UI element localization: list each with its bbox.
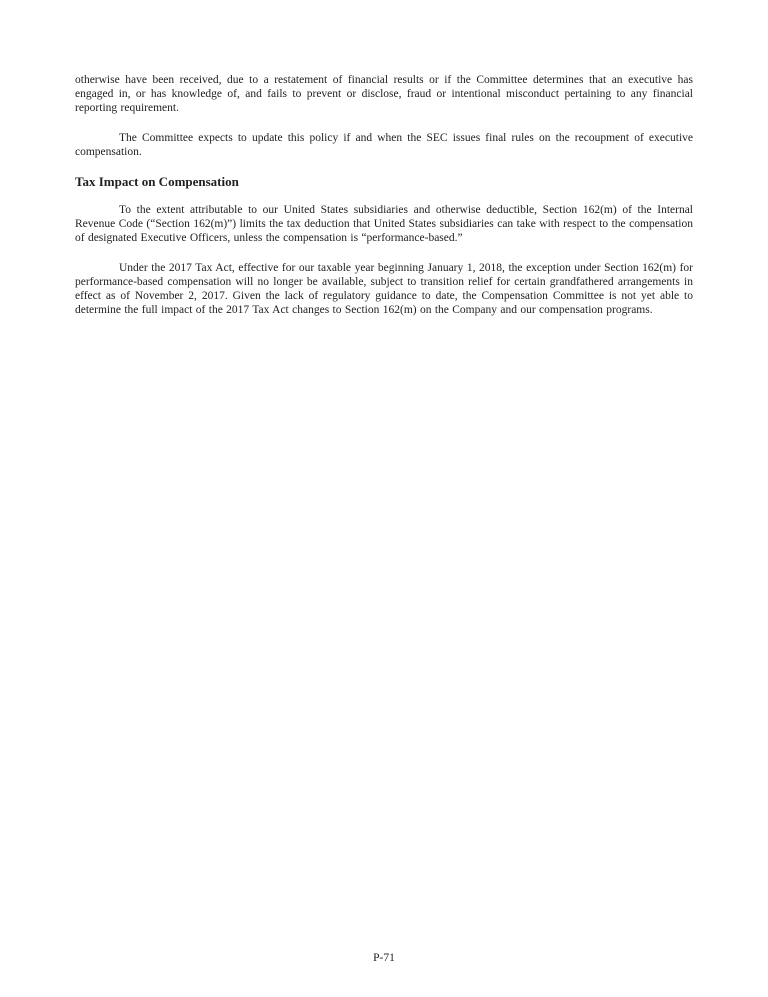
document-body bbox=[75, 73, 693, 332]
page-number: P-71 bbox=[373, 952, 395, 964]
paragraph-2017-tax-act: Under the 2017 Tax Act, effective for our taxable year beginning January 1, 2018, the exception under Section 162(m) for performance-based compensation will no longer be available, subject to transition relief for certain grandfathered arrangements in effect as of November 2, 2017. Given the lack of regulatory guidance to date, the Compensation Committee is not yet able to determine the full impact of the 2017 Tax Act changes to Section 162(m) on the Company and our compensation programs. bbox=[75, 261, 693, 317]
paragraph-section-162m: To the extent attributable to our United States subsidiaries and otherwise deductible, Section 162(m) of the Internal Revenue Code (“Section 162(m)”) limits the tax deduction that United States subsidiaries can take with respect to the compensation of designated Executive Officers, unless the compensation is “performance-based.” bbox=[75, 204, 693, 245]
paragraph-recoupment-continuation: otherwise have been received, due to a restatement of financial results or if the Committee determines that an executive has engaged in, or has knowledge of, and fails to prevent or disclose, fraud or intentional misconduct pertaining to any financial reporting requirement. bbox=[75, 74, 693, 115]
paragraph-committee-policy-update: The Committee expects to update this policy if and when the SEC issues final rules on the recoupment of executive compensation. bbox=[75, 131, 693, 158]
section-heading-tax-impact: Tax Impact on Compensation bbox=[75, 174, 239, 190]
